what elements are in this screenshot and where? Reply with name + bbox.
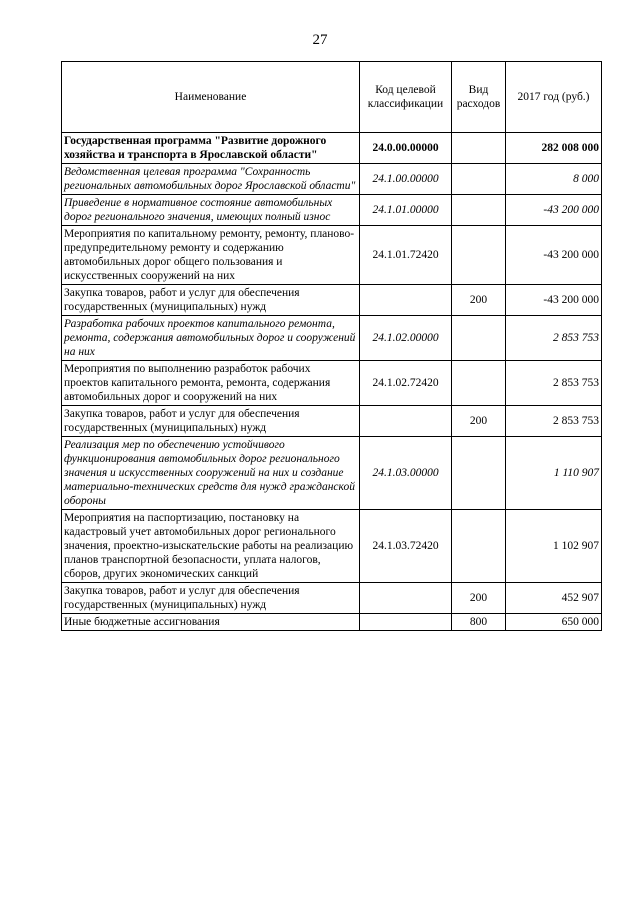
header-code: Код целевой классификации	[360, 62, 452, 133]
cell-name: Ведомственная целевая программа "Сохранность региональных автомобильных дорог Ярославской области"	[62, 164, 360, 195]
cell-amount: 2 853 753	[506, 316, 602, 361]
header-expense-type: Вид расходов	[452, 62, 506, 133]
cell-expense-type	[452, 316, 506, 361]
cell-expense-type	[452, 510, 506, 583]
cell-code: 24.1.03.72420	[360, 510, 452, 583]
cell-expense-type	[452, 226, 506, 285]
cell-expense-type: 200	[452, 406, 506, 437]
cell-expense-type: 200	[452, 583, 506, 614]
cell-amount: 8 000	[506, 164, 602, 195]
cell-expense-type: 800	[452, 614, 506, 631]
table-row	[62, 226, 602, 285]
cell-amount: -43 200 000	[506, 226, 602, 285]
cell-expense-type	[452, 133, 506, 164]
cell-expense-type	[452, 361, 506, 406]
table-row	[62, 133, 602, 164]
cell-expense-type: 200	[452, 285, 506, 316]
cell-amount: 2 853 753	[506, 406, 602, 437]
header-amount: 2017 год (руб.)	[506, 62, 602, 133]
cell-code: 24.1.03.00000	[360, 437, 452, 510]
budget-table	[61, 61, 602, 631]
table-row	[62, 195, 602, 226]
cell-code	[360, 583, 452, 614]
cell-code: 24.1.01.72420	[360, 226, 452, 285]
cell-amount: 452 907	[506, 583, 602, 614]
cell-name: Закупка товаров, работ и услуг для обеспечения государственных (муниципальных) нужд	[62, 583, 360, 614]
cell-name: Реализация мер по обеспечению устойчивого функционирования автомобильных дорог регионального значения и искусственных сооружений на них и создание материально-технических средств для нужд гражданской обороны	[62, 437, 360, 510]
table-row	[62, 406, 602, 437]
table-row	[62, 361, 602, 406]
cell-name: Мероприятия по капитальному ремонту, ремонту, планово-предупредительному ремонту и содержанию автомобильных дорог общего пользования и искусственных сооружений на них	[62, 226, 360, 285]
cell-name: Мероприятия по выполнению разработок рабочих проектов капитального ремонта, ремонта, содержания автомобильных дорог и сооружений на них	[62, 361, 360, 406]
cell-name: Закупка товаров, работ и услуг для обеспечения государственных (муниципальных) нужд	[62, 406, 360, 437]
cell-expense-type	[452, 437, 506, 510]
cell-name: Мероприятия на паспортизацию, постановку на кадастровый учет автомобильных дорог регионального значения, проектно-изыскательские работы на реализацию планов транспортной безопасности, уплата налогов, сборов, других экономических санкций	[62, 510, 360, 583]
cell-amount: 650 000	[506, 614, 602, 631]
cell-amount: -43 200 000	[506, 285, 602, 316]
cell-name: Приведение в нормативное состояние автомобильных дорог регионального значения, имеющих полный износ	[62, 195, 360, 226]
cell-amount: 1 110 907	[506, 437, 602, 510]
cell-expense-type	[452, 164, 506, 195]
header-name: Наименование	[62, 62, 360, 133]
page-number: 27	[312, 32, 328, 48]
cell-amount: 1 102 907	[506, 510, 602, 583]
table-row	[62, 614, 602, 631]
table-row	[62, 285, 602, 316]
cell-code	[360, 285, 452, 316]
table-body	[62, 133, 602, 631]
table-header-row	[62, 62, 602, 133]
cell-expense-type	[452, 195, 506, 226]
table-row	[62, 583, 602, 614]
cell-code	[360, 614, 452, 631]
table-row	[62, 437, 602, 510]
cell-amount: 2 853 753	[506, 361, 602, 406]
cell-name: Иные бюджетные ассигнования	[62, 614, 360, 631]
table-row	[62, 510, 602, 583]
cell-code	[360, 406, 452, 437]
cell-name: Государственная программа "Развитие дорожного хозяйства и транспорта в Ярославской области"	[62, 133, 360, 164]
cell-code: 24.0.00.00000	[360, 133, 452, 164]
cell-name: Закупка товаров, работ и услуг для обеспечения государственных (муниципальных) нужд	[62, 285, 360, 316]
cell-code: 24.1.01.00000	[360, 195, 452, 226]
cell-amount: 282 008 000	[506, 133, 602, 164]
cell-code: 24.1.02.00000	[360, 316, 452, 361]
table-row	[62, 316, 602, 361]
table-row	[62, 164, 602, 195]
cell-code: 24.1.00.00000	[360, 164, 452, 195]
cell-code: 24.1.02.72420	[360, 361, 452, 406]
cell-amount: -43 200 000	[506, 195, 602, 226]
cell-name: Разработка рабочих проектов капитального ремонта, ремонта, содержания автомобильных дорог и сооружений на них	[62, 316, 360, 361]
